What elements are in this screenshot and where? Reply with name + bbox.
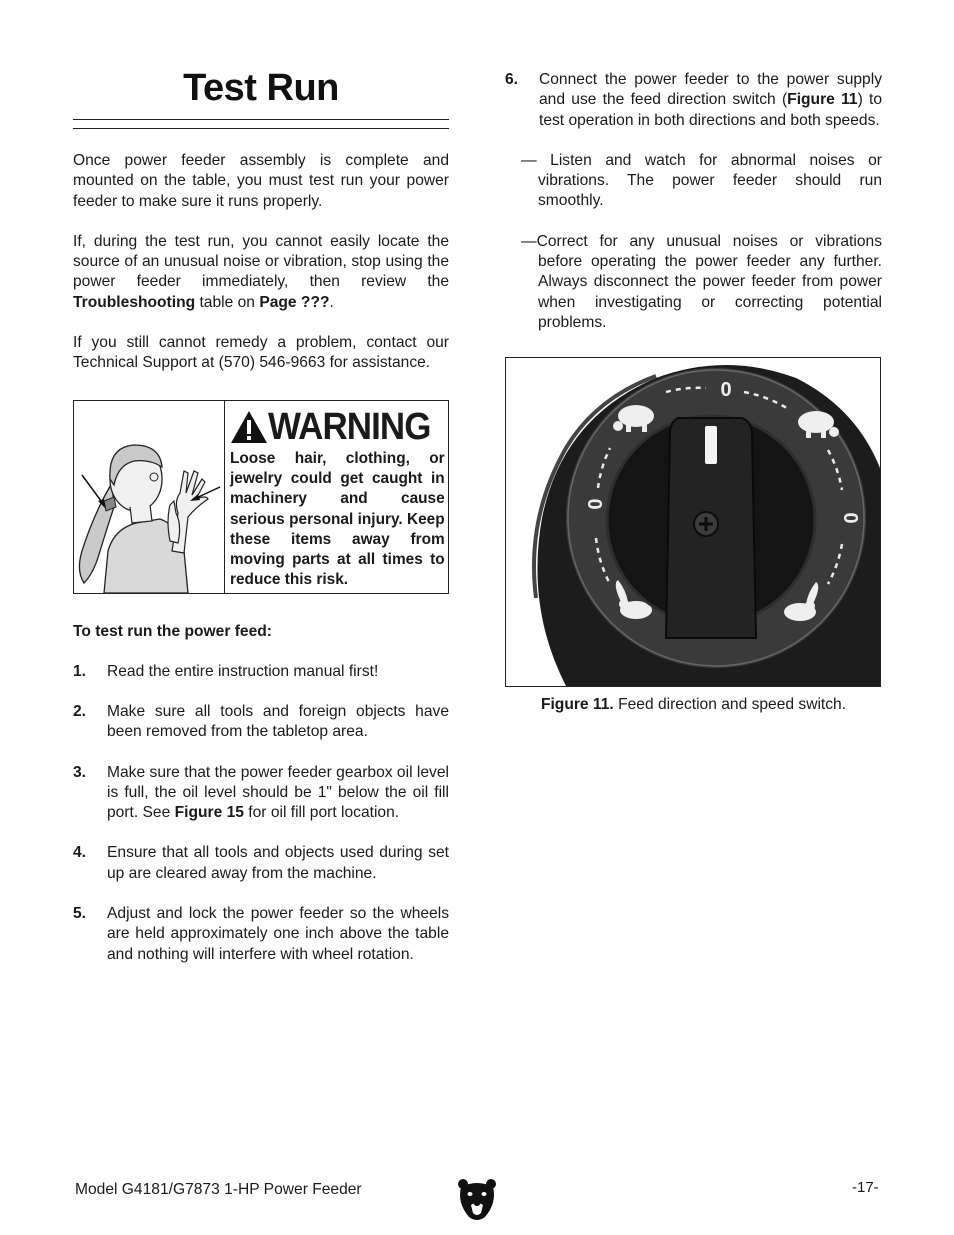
warning-triangle-icon [230,409,268,445]
note-correct: —Correct for any unusual noises or vibrations before operating the power feeder any further. Always disconnect the power feeder from power when investigating or correcting potential problems. [521,232,882,331]
figure-15-ref: Figure 15 [174,804,244,822]
note-listen: — Listen and watch for abnormal noises or vibrations. The power feeder should run smoothly. [521,151,882,210]
warning-header [230,405,445,449]
warning-heading: WARNING [268,405,431,448]
intro-section [73,151,449,374]
step-text: Read the entire instruction manual first! [107,662,379,680]
figure-label: Figure 11. [540,696,614,714]
step-number: 2. [73,702,87,720]
knob-indicator-line [705,426,717,464]
figure-11-ref: Figure 11 [787,91,858,109]
step-text: Make sure all tools and foreign objects have been removed from the tabletop area. [107,702,449,741]
step-text: Ensure that all tools and objects used during set up are cleared away from the machine. [107,844,449,882]
step-1 [73,662,449,682]
figure-11-caption: Figure 11. Feed direction and speed switch. [540,696,847,714]
step-number: 5. [73,905,87,923]
step-5 [73,904,449,965]
step-number: 1. [73,662,87,680]
warning-text-panel [225,401,450,593]
step-text: Make sure that the power feeder gearbox oil level is full, the oil level should be 1" below the oil fill port. See Figure 15 for oil fill port location. [107,763,449,822]
intro-paragraph-2: If, during the test run, you cannot easily locate the source of an unusual noise or vibration, stop using the power feeder immediately, then review the Troubleshooting table on Page ???. [73,232,449,311]
page-title: Test Run [183,67,339,109]
figure-11-photo [505,357,881,687]
dial-mark-left: 0 [585,498,607,510]
grizzly-bear-logo-icon [457,1177,497,1223]
step-number: 3. [73,763,87,781]
right-column [505,60,882,714]
page-number: -17- [852,1179,879,1196]
step-2 [73,702,449,743]
footer-model: Model G4181/G7873 1-HP Power Feeder [75,1181,362,1198]
hair-hazard-illustration [74,401,225,593]
warning-body: Loose hair, clothing, or jewelry could get caught in machinery and cause serious personal injury. Keep these items away from moving parts at all times to reduce this risk. [230,449,445,589]
step-text: Adjust and lock the power feeder so the wheels are held approximately one inch above the table and nothing will interfere with wheel rotation. [107,905,449,963]
step-6 [505,70,882,131]
page-ref: Page ??? [259,293,330,311]
procedure-heading: To test run the power feed: [73,622,272,640]
dial-mark-right: 0 [839,512,861,524]
title-rules [73,119,449,137]
step-number: 4. [73,844,87,862]
warning-box [73,400,449,594]
intro-paragraph-1: Once power feeder assembly is complete and mounted on the table, you must test run your power feeder to make sure it runs properly. [73,152,449,210]
step-3 [73,763,449,824]
troubleshooting-ref: Troubleshooting [73,293,196,311]
step-number: 6. [505,71,519,88]
left-column [73,60,449,965]
intro-paragraph-3: If you still cannot remedy a problem, contact our Technical Support at (570) 546-9663 for assistance. [73,334,449,372]
step-4 [73,843,449,884]
step-text: Connect the power feeder to the power supply and use the feed direction switch (Figure 11) to test operation in both directions and both speeds. [539,71,883,129]
dial-mark-top: 0 [720,379,732,402]
